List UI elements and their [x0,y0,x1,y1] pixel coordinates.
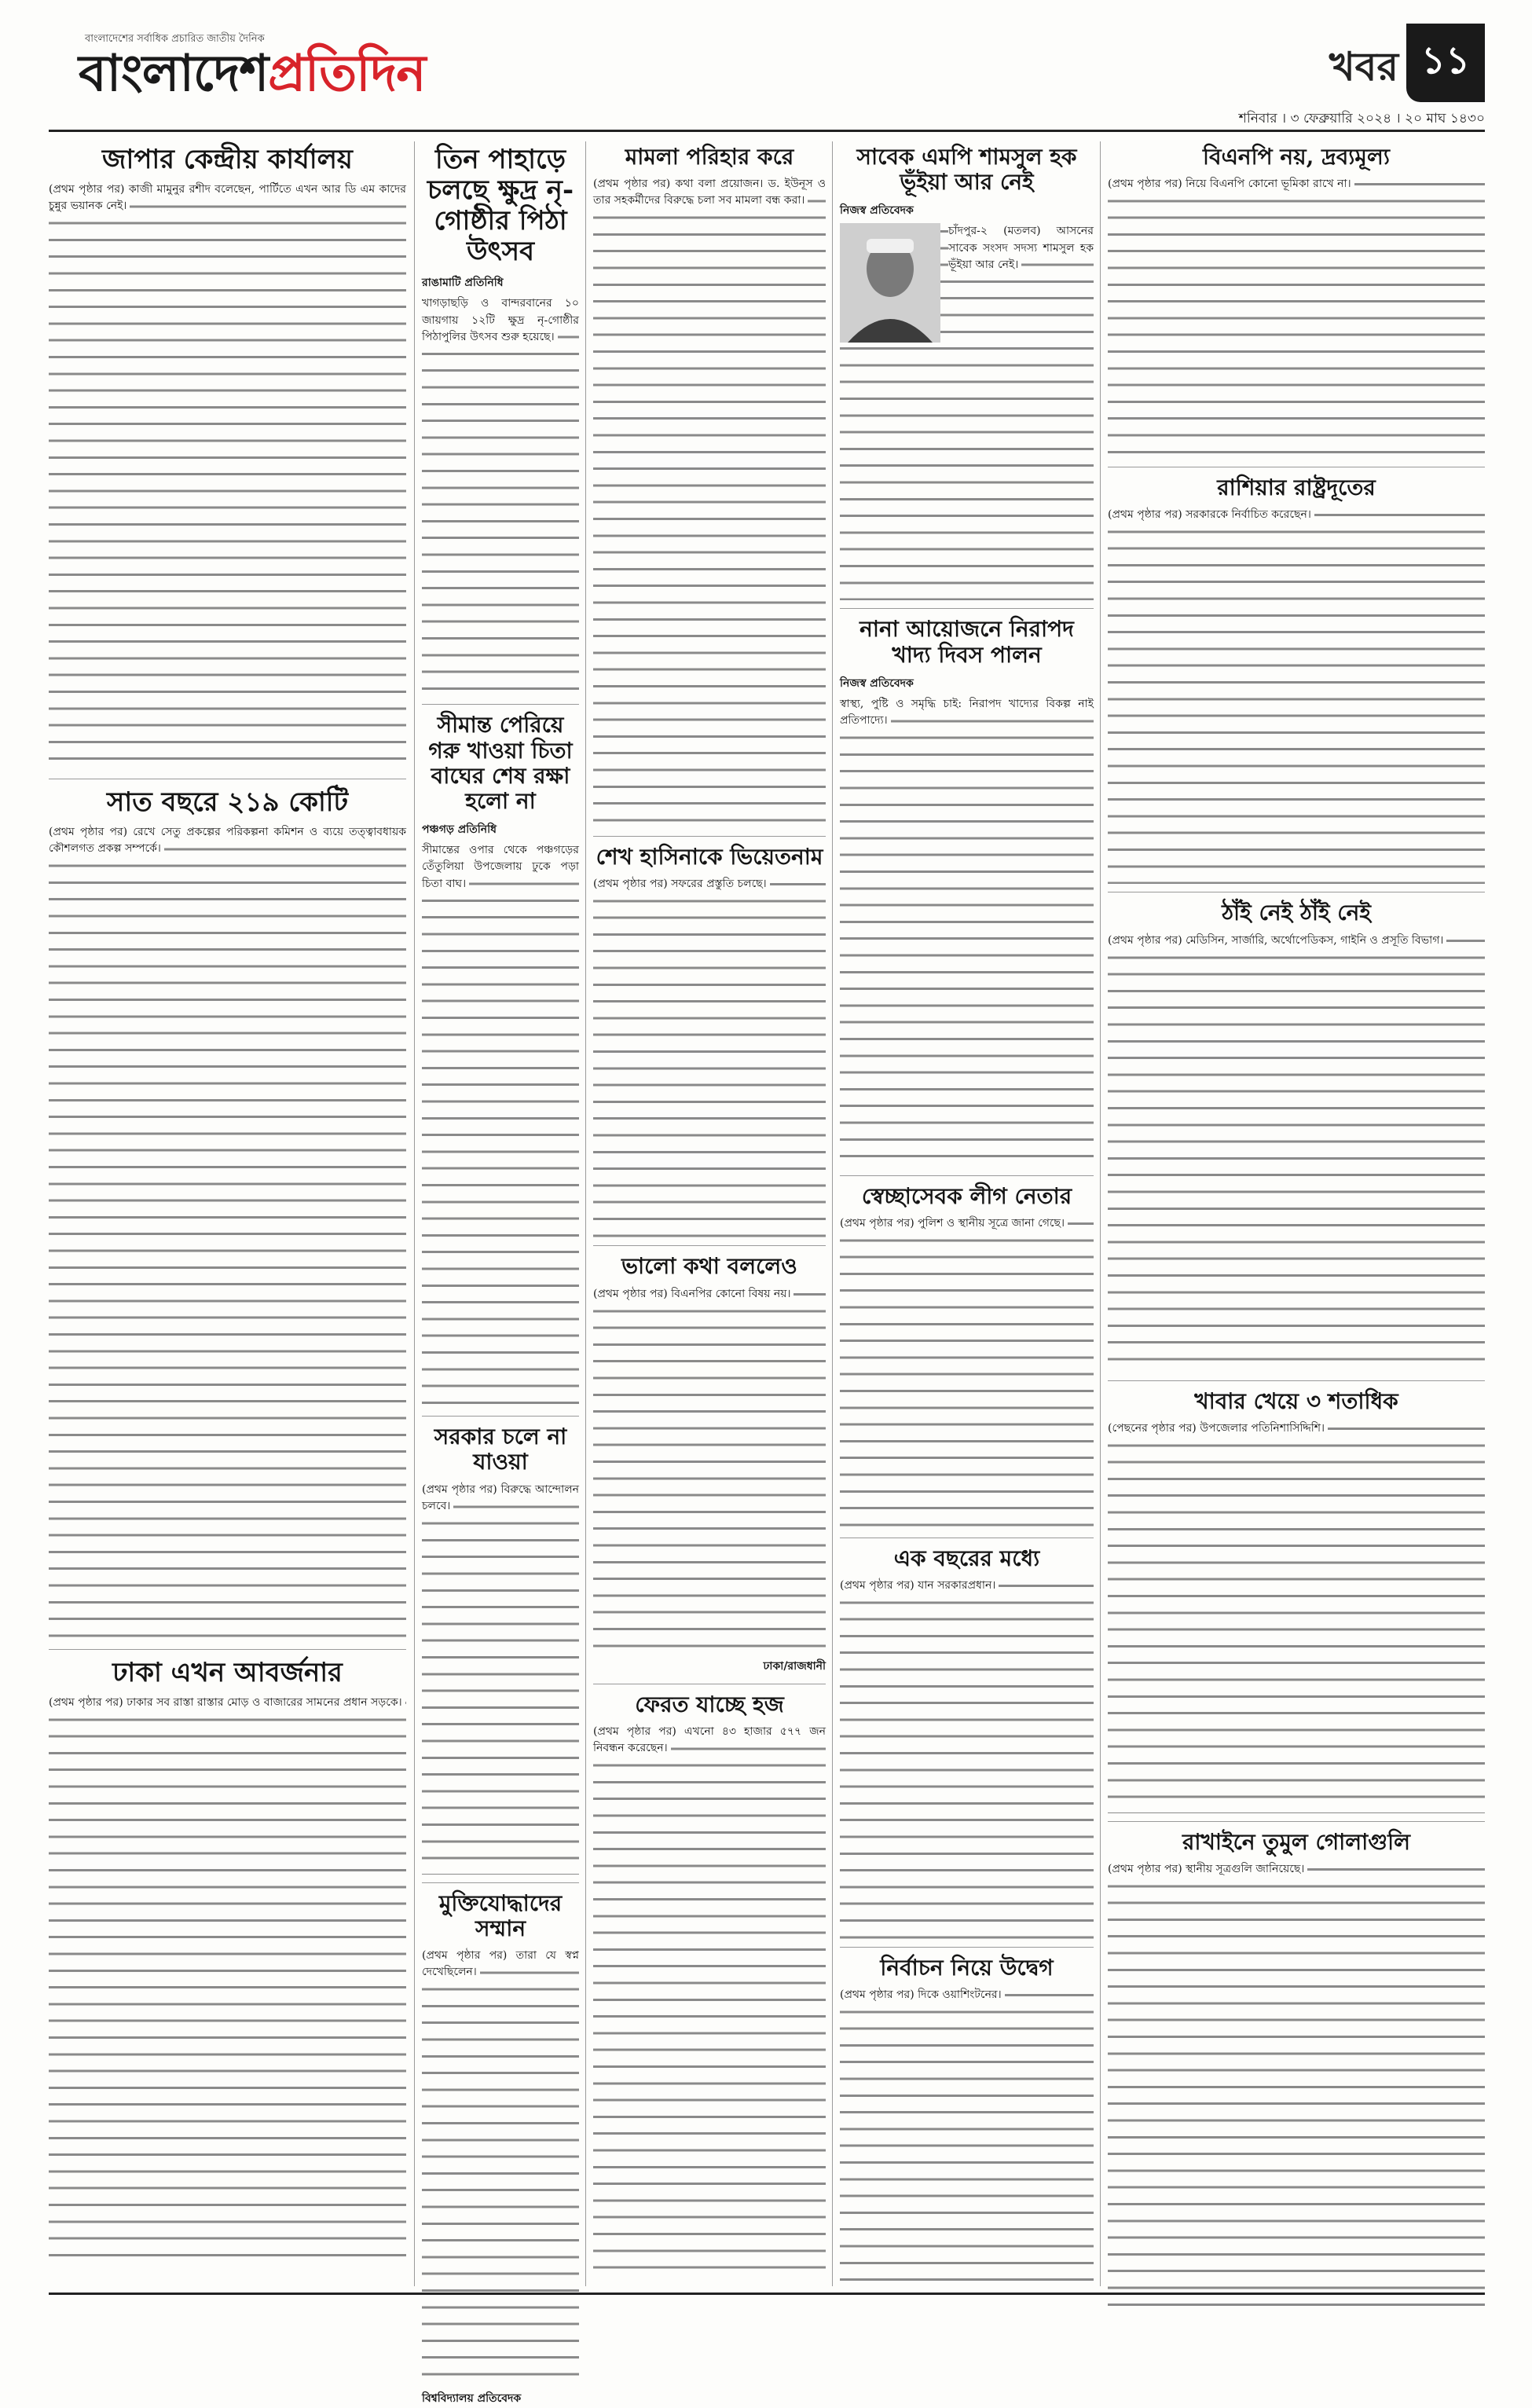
column-5 [1108,141,1485,2286]
article-nirbachon [840,1955,1094,2285]
logo [79,45,426,103]
column-divider [1100,141,1101,2286]
masthead [0,0,1532,124]
article-swechchhasebak [840,1184,1094,1530]
headline: ফেরত যাচ্ছে হজ [635,1691,784,1717]
article-khabar-kheye [1108,1389,1485,1813]
headline: রাখাইনে তুমুল গোলাগুলি [1182,1828,1410,1855]
article-sarkar [422,1424,579,1874]
column-2 [422,141,579,2405]
byline: নিজস্ব প্রতিবেদক [840,204,914,218]
article-body: (প্রথম পৃষ্ঠার পর) বিরুদ্ধে আন্দোলন চলবে। [422,1482,579,1875]
section-name: খবর [1329,44,1398,90]
article-body: (প্রথম পৃষ্ঠার পর) সফরের প্রস্তুতি চলছে। [593,876,826,1237]
headline: সরকার চলে না যাওয়া [434,1424,567,1475]
article-hajj [593,1692,826,2274]
article-body: (প্রথম পৃষ্ঠার পর) নিয়ে বিএনপি কোনো ভূমিকা রাখে না। [1108,176,1485,459]
article-shamsul-haque [840,145,1094,600]
headline: তিন পাহাড়ে চলছে ক্ষুদ্র নৃ-গোষ্ঠীর পিঠা উৎসব [427,144,574,268]
column-1 [49,141,406,2286]
article-body: (প্রথম পৃষ্ঠার পর) বিএনপির কোনো বিষয় নয়। [593,1286,826,1655]
article-sat-bochore [49,787,406,1641]
headline: ঠাঁই নেই ঠাঁই নেই [1222,900,1371,926]
headline: শেখ হাসিনাকে ভিয়েতনাম [596,844,823,870]
headline: সাবেক এমপি শামসুল হক ভূঁইয়া আর নেই [856,144,1077,196]
article-body: স্বাস্থ্য, পুষ্টি ও সমৃদ্ধি চাই: নিরাপদ খাদ্যের বিকল্প নাই প্রতিপাদ্যে। [840,696,1094,1167]
article-body: (পেছনের পৃষ্ঠার পর) উপজেলার পতিনিশাসিদ্দিশি। [1108,1420,1485,1813]
article-dhaka-abarjona [49,1658,406,2260]
article-body: (প্রথম পৃষ্ঠার পর) যান সরকারপ্রধান। [840,1578,1094,1939]
article-body: (প্রথম পৃষ্ঠার পর) রেখে সেতু প্রকল্পের পরিকল্পনা কমিশন ও ব্যয়ে তত্ত্বাবধায়ক কৌশলগত প্রকল্প সম্পর্কে। [49,824,406,1641]
headline: বিএনপি নয়, দ্রব্যমূল্য [1203,144,1390,170]
column-divider [414,141,415,2286]
headline: জাপার কেন্দ্রীয় কার্যালয় [102,144,353,175]
article-chita-bagh [422,713,579,1408]
article-bnp-drobbomullo [1108,145,1485,459]
dateline: শনিবার । ৩ ফেব্রুয়ারি ২০২৪ । ২০ মাঘ ১৪৩০ [1238,111,1485,126]
headline: ভালো কথা বললেও [621,1253,797,1280]
headline: মুক্তিযোদ্ধাদের সম্মান [438,1889,563,1941]
masthead-rule [49,130,1485,132]
article-body: (প্রথম পৃষ্ঠার পর) তারা যে স্বপ্ন দেখেছিলেন। [422,1948,579,2388]
column-divider [585,141,586,2286]
article-mamla [593,145,826,828]
page-number: ১১ [1406,24,1485,102]
article-body: (প্রথম পৃষ্ঠার পর) পুলিশ ও স্থানীয় সূত্রে জানা গেছে। [840,1215,1094,1530]
article-valo-kotha [593,1254,826,1675]
article-body: (প্রথম পৃষ্ঠার পর) এখনো ৪৩ হাজার ৫৭৭ জন নিবন্ধন করেছেন। [593,1724,826,2274]
article-thai-nei [1108,900,1485,1372]
article-body: চাঁদপুর-২ (মতলব) আসনের সাবেক সংসদ সদস্য শামসুল হক ভূঁইয়া আর নেই। [840,223,1094,600]
column-3 [593,141,826,2286]
article-vietnam [593,845,826,1237]
byline: রাঙামাটি প্রতিনিধি [422,277,504,290]
headline: খাবার খেয়ে ৩ শতাধিক [1194,1387,1398,1414]
headline: এক বছরের মধ্যে [893,1545,1040,1571]
headline: সীমান্ত পেরিয়ে গরু খাওয়া চিতা বাঘের শেষ রক্ষা হলো না [428,712,573,814]
byline: নিজস্ব প্রতিবেদক [840,676,914,690]
article-rakhine [1108,1830,1485,2309]
headline: নানা আয়োজনে নিরাপদ খাদ্য দিবস পালন [859,616,1074,668]
headline: ঢাকা এখন আবর্জনার [112,1657,343,1689]
byline: পঞ্চগড় প্রতিনিধি [422,823,497,837]
logo-word-2: প্রতিদিন [268,45,426,103]
portrait-photo [840,223,940,343]
headline: নির্বাচন নিয়ে উদ্বেগ [880,1955,1054,1981]
article-body: (প্রথম পৃষ্ঠার পর) মেডিসিন, সার্জারি, অর্থোপেডিকস, গাইনি ও প্রসূতি বিভাগ। [1108,933,1485,1373]
headline: মামলা পরিহার করে [625,144,794,170]
tagline: বাংলাদেশের সর্বাধিক প্রচারিত জাতীয় দৈনিক [85,33,265,45]
article-body: সীমান্তের ওপার থেকে পঞ্চগড়ের তেঁতুলিয়া উপজেলায় ঢুকে পড়া চিতা বাঘ। [422,842,579,1408]
article-body: (প্রথম পৃষ্ঠার পর) স্থানীয় সূত্রগুলি জানিয়েছে। [1108,1861,1485,2309]
article-pitha-utsab [422,145,579,696]
headline: সাত বছরে ২১৯ কোটি [106,786,349,819]
byline: ঢাকা/রাজধানী [763,1659,826,1673]
article-body: (প্রথম পৃষ্ঠার পর) কথা বলা প্রয়োজন। ড. ইউনূস ও তার সহকর্মীদের বিরুদ্ধে চলা সব মামলা বন্ধ করা। [593,176,826,828]
headline: রাশিয়ার রাষ্ট্রদূতের [1217,475,1376,501]
column-divider [832,141,833,2286]
article-body: (প্রথম পৃষ্ঠার পর) সরকারকে নির্বাচিত করেছেন। [1108,507,1485,884]
article-japar [49,145,406,771]
article-russia-rashtrodut [1108,475,1485,884]
article-body: (প্রথম পৃষ্ঠার পর) ঢাকার সব রাস্তা রাস্তার মোড় ও বাজারের সামনের প্রধান সড়কে। [49,1695,406,2260]
logo-word-1: বাংলাদেশ [79,45,269,103]
article-nirapad-khaddo [840,617,1094,1167]
headline: স্বেচ্ছাসেবক লীগ নেতার [861,1182,1072,1209]
column-4 [840,141,1094,2286]
article-body: (প্রথম পৃষ্ঠার পর) কাজী মামুনুর রশীদ বলেছেন, পার্টিতে এখন আর ডি এম কাদের চুন্নুর ভয়ানক নেই। [49,181,406,771]
byline: বিশ্ববিদ্যালয় প্রতিবেদক [422,2392,522,2405]
article-ek-bochor [840,1546,1094,1939]
article-muktijoddha [422,1891,579,2408]
article-body: (প্রথম পৃষ্ঠার পর) দিকে ওয়াশিংটনের। [840,1987,1094,2285]
article-body: খাগড়াছড়ি ও বান্দরবানের ১০ জায়গায় ১২টি ক্ষুদ্র নৃ-গোষ্ঠীর পিঠাপুলির উৎসব শুরু হয়েছে। [422,295,579,696]
